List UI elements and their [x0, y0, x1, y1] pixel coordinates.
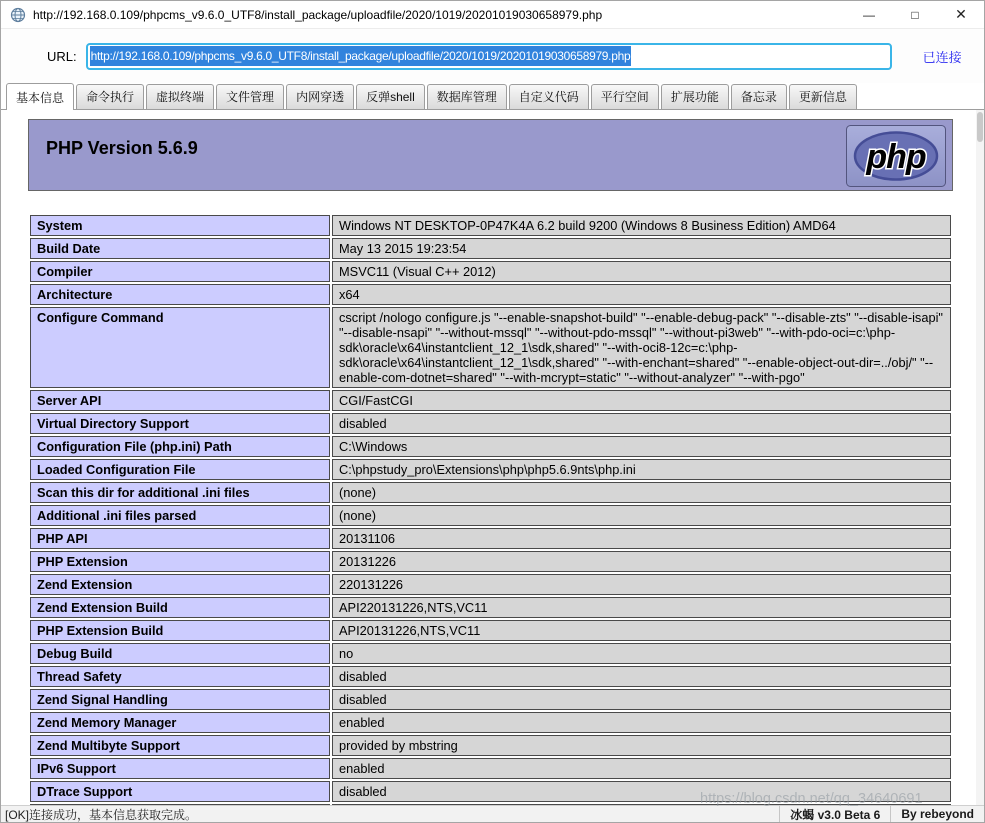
row-value: disabled [332, 689, 951, 710]
row-label: IPv6 Support [30, 758, 330, 779]
row-label: Zend Signal Handling [30, 689, 330, 710]
tab-4[interactable]: 内网穿透 [286, 84, 354, 109]
row-label: Compiler [30, 261, 330, 282]
row-value [332, 804, 951, 805]
row-label [30, 804, 330, 805]
tab-bar [1, 83, 984, 110]
table-row [30, 689, 951, 710]
table-row [30, 781, 951, 802]
row-value: cscript /nologo configure.js "--enable-snapshot-build" "--enable-debug-pack" "--disable-zts" "--disable-isapi" "--disable-nsapi" "--without-mssql" "--without-pdo-mssql" "--without-pi3web" "--with-pdo-oci=c:\php-sdk\oracle\x64\instantclient_12_1\sdk,shared" "--with-oci8-12c=c:\php-sdk\oracle\x64\instantclient_12_1\sdk,shared" "--with-enchant=shared" "--enable-object-out-dir=../obj/" "--enable-com-dotnet=shared" "--with-mcrypt=static" "--without-analyzer" "--with-pgo" [332, 307, 951, 388]
table-row [30, 436, 951, 457]
tab-10[interactable]: 备忘录 [731, 84, 787, 109]
table-row [30, 597, 951, 618]
page-title: PHP Version 5.6.9 [46, 138, 198, 158]
vertical-scrollbar[interactable] [976, 110, 984, 805]
table-row [30, 758, 951, 779]
row-value: 220131226 [332, 574, 951, 595]
window-title: http://192.168.0.109/phpcms_v9.6.0_UTF8/install_package/uploadfile/2020/1019/20201019030658979.php [33, 7, 603, 22]
table-row [30, 459, 951, 480]
row-value: no [332, 643, 951, 664]
row-label: Thread Safety [30, 666, 330, 687]
close-icon[interactable]: ✕ [955, 6, 967, 22]
row-value: disabled [332, 666, 951, 687]
table-row [30, 261, 951, 282]
row-value: enabled [332, 758, 951, 779]
svg-text:php: php [866, 138, 926, 176]
phpinfo-table-body [30, 215, 951, 802]
row-label: Server API [30, 390, 330, 411]
table-row [30, 505, 951, 526]
row-label: Zend Extension [30, 574, 330, 595]
maximize-icon[interactable]: □ [911, 7, 919, 22]
status-right-panel [779, 806, 984, 822]
tab-1[interactable]: 命令执行 [76, 84, 144, 109]
window-controls [846, 1, 984, 28]
row-label: DTrace Support [30, 781, 330, 802]
url-input-selected-text: http://192.168.0.109/phpcms_v9.6.0_UTF8/install_package/uploadfile/2020/1019/20201019030658979.php [90, 46, 632, 66]
table-row [30, 666, 951, 687]
url-label: URL: [47, 48, 77, 64]
table-row [30, 215, 951, 236]
tab-7[interactable]: 自定义代码 [509, 84, 589, 109]
row-value: MSVC11 (Visual C++ 2012) [332, 261, 951, 282]
row-value: 20131106 [332, 528, 951, 549]
row-label: Zend Multibyte Support [30, 735, 330, 756]
url-toolbar [1, 29, 984, 83]
phpinfo-page [28, 119, 953, 805]
row-label: Scan this dir for additional .ini files [30, 482, 330, 503]
row-label: Zend Extension Build [30, 597, 330, 618]
content-area [1, 110, 984, 805]
phpinfo-table [28, 213, 953, 805]
tab-8[interactable]: 平行空间 [591, 84, 659, 109]
tab-6[interactable]: 数据库管理 [427, 84, 507, 109]
tab-9[interactable]: 扩展功能 [661, 84, 729, 109]
row-value: enabled [332, 712, 951, 733]
table-row [30, 643, 951, 664]
table-row [30, 238, 951, 259]
connection-status-link[interactable]: 已连接 [922, 49, 962, 65]
status-bar [1, 805, 984, 822]
table-row [30, 620, 951, 641]
title-bar [1, 1, 984, 29]
row-label: Loaded Configuration File [30, 459, 330, 480]
row-label: Zend Memory Manager [30, 712, 330, 733]
row-label: Additional .ini files parsed [30, 505, 330, 526]
row-label: Configure Command [30, 307, 330, 388]
row-label: System [30, 215, 330, 236]
status-message: [OK]连接成功，基本信息获取完成。 [5, 807, 198, 822]
tab-3[interactable]: 文件管理 [216, 84, 284, 109]
row-value: x64 [332, 284, 951, 305]
table-row [30, 482, 951, 503]
row-value: CGI/FastCGI [332, 390, 951, 411]
table-row [30, 284, 951, 305]
table-row [30, 551, 951, 572]
row-value: disabled [332, 413, 951, 434]
row-value: disabled [332, 781, 951, 802]
row-value: provided by mbstring [332, 735, 951, 756]
tab-11[interactable]: 更新信息 [789, 84, 857, 109]
table-row-clipped [30, 804, 951, 805]
row-label: Build Date [30, 238, 330, 259]
row-value: (none) [332, 482, 951, 503]
row-value: May 13 2015 19:23:54 [332, 238, 951, 259]
table-row [30, 528, 951, 549]
table-row [30, 413, 951, 434]
phpinfo-header [28, 119, 953, 191]
tab-2[interactable]: 虚拟终端 [146, 84, 214, 109]
row-value: (none) [332, 505, 951, 526]
table-row [30, 390, 951, 411]
table-row [30, 735, 951, 756]
row-value: 20131226 [332, 551, 951, 572]
tab-0[interactable]: 基本信息 [6, 83, 74, 110]
table-row [30, 712, 951, 733]
row-value: Windows NT DESKTOP-0P47K4A 6.2 build 9200 (Windows 8 Business Edition) AMD64 [332, 215, 951, 236]
table-row [30, 307, 951, 388]
app-version: 冰蝎 v3.0 Beta 6 [779, 806, 890, 822]
minimize-icon[interactable]: — [863, 7, 875, 22]
tab-5[interactable]: 反弹shell [356, 84, 425, 109]
row-value: API220131226,NTS,VC11 [332, 597, 951, 618]
table-row [30, 574, 951, 595]
php-logo [846, 125, 946, 187]
globe-app-icon [10, 7, 26, 23]
row-label: Configuration File (php.ini) Path [30, 436, 330, 457]
row-label: PHP Extension [30, 551, 330, 572]
url-input[interactable] [86, 43, 892, 70]
row-label: PHP API [30, 528, 330, 549]
scrollbar-thumb[interactable] [977, 112, 983, 142]
row-label: Virtual Directory Support [30, 413, 330, 434]
row-label: Debug Build [30, 643, 330, 664]
row-value: API20131226,NTS,VC11 [332, 620, 951, 641]
row-label: Architecture [30, 284, 330, 305]
row-value: C:\phpstudy_pro\Extensions\php\php5.6.9nts\php.ini [332, 459, 951, 480]
csdn-watermark: https://blog.csdn.net/qq_34640691 [700, 791, 923, 807]
row-label: PHP Extension Build [30, 620, 330, 641]
row-value: C:\Windows [332, 436, 951, 457]
author-credit: By rebeyond [890, 806, 984, 822]
